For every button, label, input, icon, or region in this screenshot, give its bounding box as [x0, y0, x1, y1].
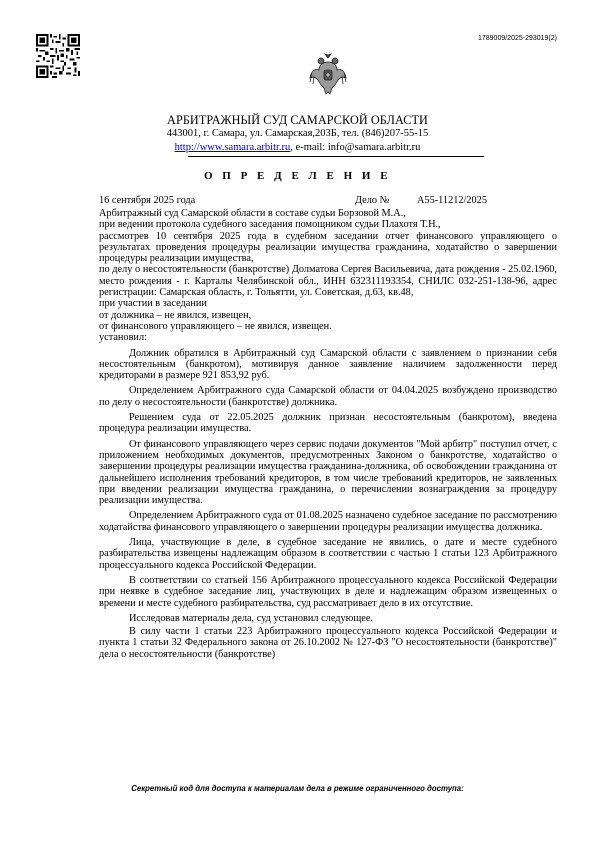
- court-address: 443001, г. Самара, ул. Самарская,203Б, тел. (846)207-55-15: [166, 128, 429, 139]
- document-body: [99, 208, 557, 660]
- court-website-link[interactable]: http://www.samara.arbitr.ru: [174, 142, 291, 153]
- court-contacts: [0, 142, 595, 153]
- intro-line: Арбитражный суд Самарской области в составе судьи Борзовой М.А.,: [99, 208, 406, 219]
- body-paragraph: Определением Арбитражного суда Самарской области от 04.04.2025 возбуждено производство по делу о несостоятельности (банкротстве) должника.: [99, 385, 557, 408]
- intro-line: от должника – не явился, извещен,: [99, 309, 252, 321]
- intro-line: от финансового управляющего – не явился, извещен.: [99, 320, 332, 332]
- court-email: , e-mail: info@samara.arbitr.ru: [290, 142, 421, 153]
- intro-line: при ведении протокола судебного заседания помощником судьи Плахотя Т.Н.,: [99, 219, 441, 231]
- body-paragraph: Должник обратился в Арбитражный суд Самарской области с заявлением о признании себя несостоятельным (банкротом), мотивируя данное заявление наличием задолженности перед кредиторами в размере 921 853,92 руб.: [99, 347, 557, 382]
- header-divider: [188, 156, 484, 157]
- intro-line: при участии в заседании: [99, 298, 207, 310]
- body-paragraph: В соответствии со статьей 156 Арбитражного процессуального кодекса Российской Федерации при неявке в судебное заседание лиц, участвующих в деле и надлежащим образом извещенных о времени и месте судебного разбирательства, суд рассматривает дело в их отсутствие.: [99, 574, 557, 609]
- case-label: Дело №: [355, 195, 390, 206]
- document-id: 1789009/2025-293019(2): [477, 35, 557, 42]
- qr-code-icon: [36, 34, 80, 78]
- secret-code-footer: Секретный код для доступа к материалам дела в режиме ограниченного доступа:: [131, 784, 464, 793]
- case-number: А55-11212/2025: [417, 195, 487, 206]
- body-paragraph: Исследовав материалы дела, суд установил следующее.: [129, 612, 373, 624]
- body-paragraph: Лица, участвующие в деле, в судебное заседание не явились, о дате и месте судебного разбирательства извещены надлежащим образом в соответствии с частью 1 статьи 123 Арбитражного процессуального кодекса Российской Федерации.: [99, 537, 557, 571]
- coat-of-arms-icon: [308, 52, 348, 98]
- body-paragraph: От финансового управляющего через сервис подачи документов "Мой арбитр" поступил отчет, с приложением необходимых документов, предусмотренных Законом о банкротстве, ходатайство о завершении процедуры реализации имущества гражданина-должника, об освобождении гражданина от дальнейшего исполнения требований кредиторов, в том числе требований кредиторов, не заявленных при введении реализации имущества гражданина, о перечислении вознаграждения за процедуру реализации имущества.: [99, 438, 557, 507]
- body-paragraph: В силу части 1 статьи 223 Арбитражного процессуального кодекса Российской Федерации и пункта 1 статьи 32 Федерального закона от 26.10.2002 № 127-ФЗ "О несостоятельности (банкротстве)" дела о несостоятельности (банкротстве): [99, 626, 557, 660]
- decision-date: 16 сентября 2025 года: [99, 195, 196, 206]
- body-paragraph: Решением суда от 22.05.2025 должник признан несостоятельным (банкротом), введена процедура реализации имущества.: [99, 412, 557, 435]
- court-name: АРБИТРАЖНЫЙ СУД САМАРСКОЙ ОБЛАСТИ: [167, 113, 428, 127]
- intro-line: установил:: [99, 332, 147, 344]
- intro-line: по делу о несостоятельности (банкротстве) Долматова Сергея Васильевича, дата рождения - 25.02.1960, место рождения - г. Карталы Челябинской обл., ИНН 632311193354, СНИЛС 032-251-138-96, адрес регистрации: Самарская область, г. Тольятти, ул. Советская, д.63, кв.48,: [99, 264, 557, 299]
- body-paragraph: Определением Арбитражного суда от 01.08.2025 назначено судебное заседание по рассмотрению ходатайства финансового управляющего о завершении процедуры реализации имущества должника.: [99, 510, 557, 533]
- intro-line: рассмотрев 10 сентября 2025 года в судебном заседании отчет финансового управляющего о результатах проведения процедуры реализации имущества гражданина, ходатайство о завершении процедуры реализации имущества,: [99, 230, 557, 265]
- document-title: О П Р Е Д Е Л Е Н И Е: [203, 170, 392, 182]
